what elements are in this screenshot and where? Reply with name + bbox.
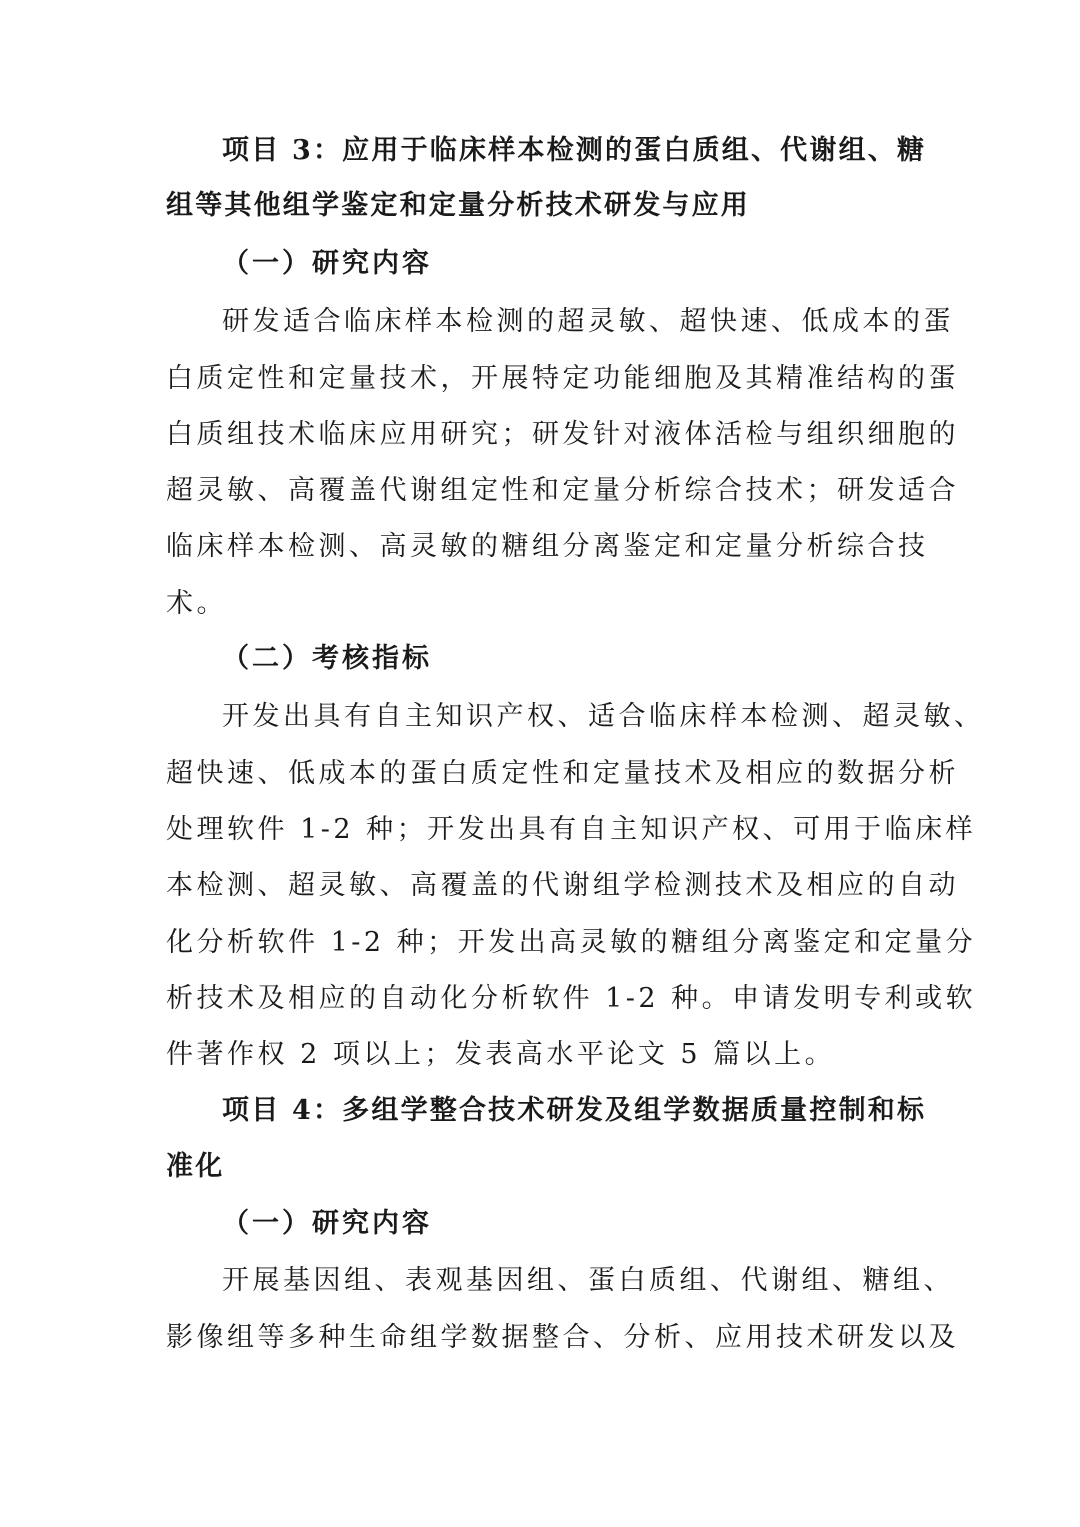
- project4-title-line1: 项目 4：多组学整合技术研发及组学数据质量控制和标: [222, 1095, 927, 1126]
- project3-section1-heading: （一）研究内容: [222, 248, 432, 279]
- project3-section2-heading: （二）考核指标: [222, 643, 432, 674]
- project3-title-line1: 项目 3：应用于临床样本检测的蛋白质组、代谢组、糖: [222, 135, 927, 166]
- project3-section1-line: 研发适合临床样本检测的超灵敏、超快速、低成本的蛋: [222, 306, 954, 337]
- project3-section2-line: 超快速、低成本的蛋白质定性和定量技术及相应的数据分析: [166, 758, 959, 789]
- project4-section1-heading: （一）研究内容: [222, 1208, 432, 1239]
- project3-section1-line: 临床样本检测、高灵敏的糖组分离鉴定和定量分析综合技: [166, 531, 929, 562]
- project3-section1-line: 白质定性和定量技术，开展特定功能细胞及其精准结构的蛋: [166, 363, 959, 394]
- project3-section1-line: 白质组技术临床应用研究；研发针对液体活检与组织细胞的: [166, 419, 959, 450]
- project3-section1-line: 超灵敏、高覆盖代谢组定性和定量分析综合技术；研发适合: [166, 475, 959, 506]
- project3-section2-line: 本检测、超灵敏、高覆盖的代谢组学检测技术及相应的自动: [166, 870, 959, 901]
- project3-section2-line: 析技术及相应的自动化分析软件 1-2 种。申请发明专利或软: [166, 983, 977, 1014]
- project3-section2-line: 化分析软件 1-2 种；开发出高灵敏的糖组分离鉴定和定量分: [166, 927, 977, 958]
- project4-section1-line: 影像组等多种生命组学数据整合、分析、应用技术研发以及: [166, 1322, 959, 1353]
- project3-section2-line: 处理软件 1-2 种；开发出具有自主知识产权、可用于临床样: [166, 814, 977, 845]
- project4-title-line2: 准化: [166, 1151, 225, 1182]
- project4-section1-line: 开展基因组、表观基因组、蛋白质组、代谢组、糖组、: [222, 1265, 954, 1296]
- project3-section1-line: 术。: [166, 588, 227, 619]
- project3-section2-line: 件著作权 2 项以上；发表高水平论文 5 篇以上。: [166, 1039, 836, 1070]
- project3-title-line2: 组等其他组学鉴定和定量分析技术研发与应用: [166, 190, 750, 221]
- project3-section2-line: 开发出具有自主知识产权、适合临床样本检测、超灵敏、: [222, 701, 985, 732]
